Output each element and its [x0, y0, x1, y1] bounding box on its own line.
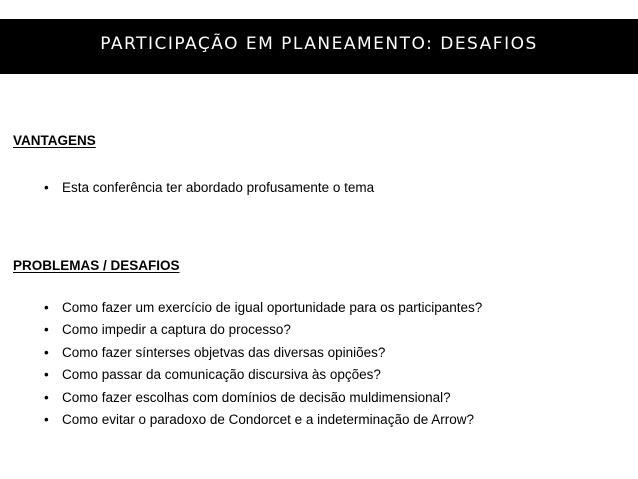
list-item	[0, 319, 482, 341]
bullet-icon: •	[44, 367, 49, 383]
list-item-text: Como fazer sínterses objetvas das diversas opiniões?	[62, 344, 386, 360]
list-item	[0, 409, 482, 431]
list-item-text: Como fazer um exercício de igual oportunidade para os participantes?	[62, 300, 483, 315]
vantagens-list	[0, 177, 374, 199]
problemas-list	[0, 297, 482, 431]
list-item-text: Como evitar o paradoxo de Condorcet e a indeterminação de Arrow?	[62, 412, 474, 428]
bullet-icon: •	[44, 344, 49, 360]
bullet-icon: •	[44, 300, 49, 315]
list-item	[0, 364, 482, 386]
bullet-icon: •	[44, 412, 49, 428]
list-item-text: Esta conferência ter abordado profusamente o tema	[62, 180, 375, 195]
list-item	[0, 297, 482, 319]
list-item	[0, 342, 482, 364]
list-item	[0, 177, 374, 199]
bullet-icon: •	[44, 389, 49, 405]
title-bar	[0, 19, 638, 74]
section-heading-problemas-desafios: PROBLEMAS / DESAFIOS	[13, 258, 180, 273]
slide-title: PARTICIPAÇÃO EM PLANEAMENTO: DESAFIOS	[100, 33, 538, 54]
list-item-text: Como impedir a captura do processo?	[62, 322, 291, 338]
bullet-icon: •	[44, 180, 49, 195]
bullet-icon: •	[44, 322, 49, 338]
list-item-text: Como fazer escolhas com domínios de decisão muldimensional?	[62, 389, 451, 405]
section-heading-vantagens: VANTAGENS	[13, 133, 96, 148]
list-item	[0, 387, 482, 409]
list-item-text: Como passar da comunicação discursiva às opções?	[62, 367, 381, 383]
